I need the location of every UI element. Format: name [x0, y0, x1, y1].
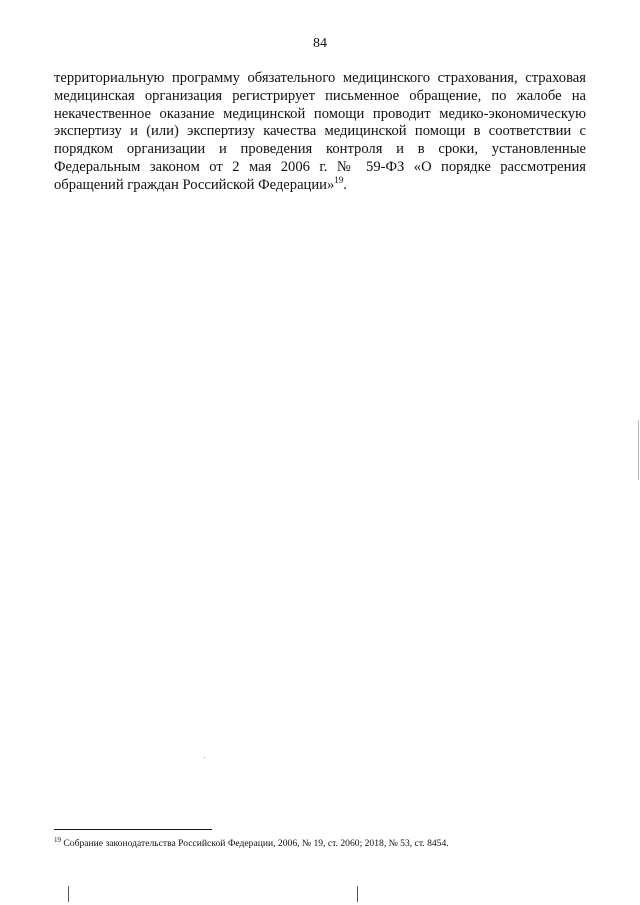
footnote-marker: 19 [54, 835, 61, 844]
paragraph-line-7-text: обращений граждан Российской Федерации» [54, 176, 335, 193]
paragraph-line-6: Федеральным законом от 2 мая 2006 г. № 59-ФЗ «О порядке рассмотрения [54, 158, 586, 175]
scan-artifact-edge [638, 420, 639, 480]
scan-artifact-dot [204, 757, 205, 758]
paragraph-line-3: некачественное оказание медицинской помощи проводит медико-экономическую [54, 105, 586, 122]
paragraph-line-4: экспертизу и (или) экспертизу качества медицинской помощи в соответствии с [54, 123, 586, 140]
scan-artifact-middle [357, 886, 358, 902]
paragraph-line-7 [54, 174, 586, 195]
paragraph-line-1: территориальную программу обязательного медицинского страхования, страховая [54, 70, 586, 86]
page-number: 84 [313, 36, 327, 51]
footnote-separator [54, 829, 212, 830]
trailing-period: . [343, 176, 347, 193]
paragraph-line-2: медицинская организация регистрирует письменное обращение, по жалобе на [54, 87, 586, 104]
footnote-reference: 19 [334, 174, 344, 185]
paragraph-line-5: порядком организации и проведения контроля и в сроки, установленные [54, 141, 586, 158]
body-paragraph [54, 70, 586, 195]
footnote [54, 835, 594, 850]
footnote-text: Собрание законодательства Российской Федерации, 2006, № 19, ст. 2060; 2018, № 53, ст. 8454. [61, 838, 449, 849]
scan-artifact-left [68, 886, 69, 902]
